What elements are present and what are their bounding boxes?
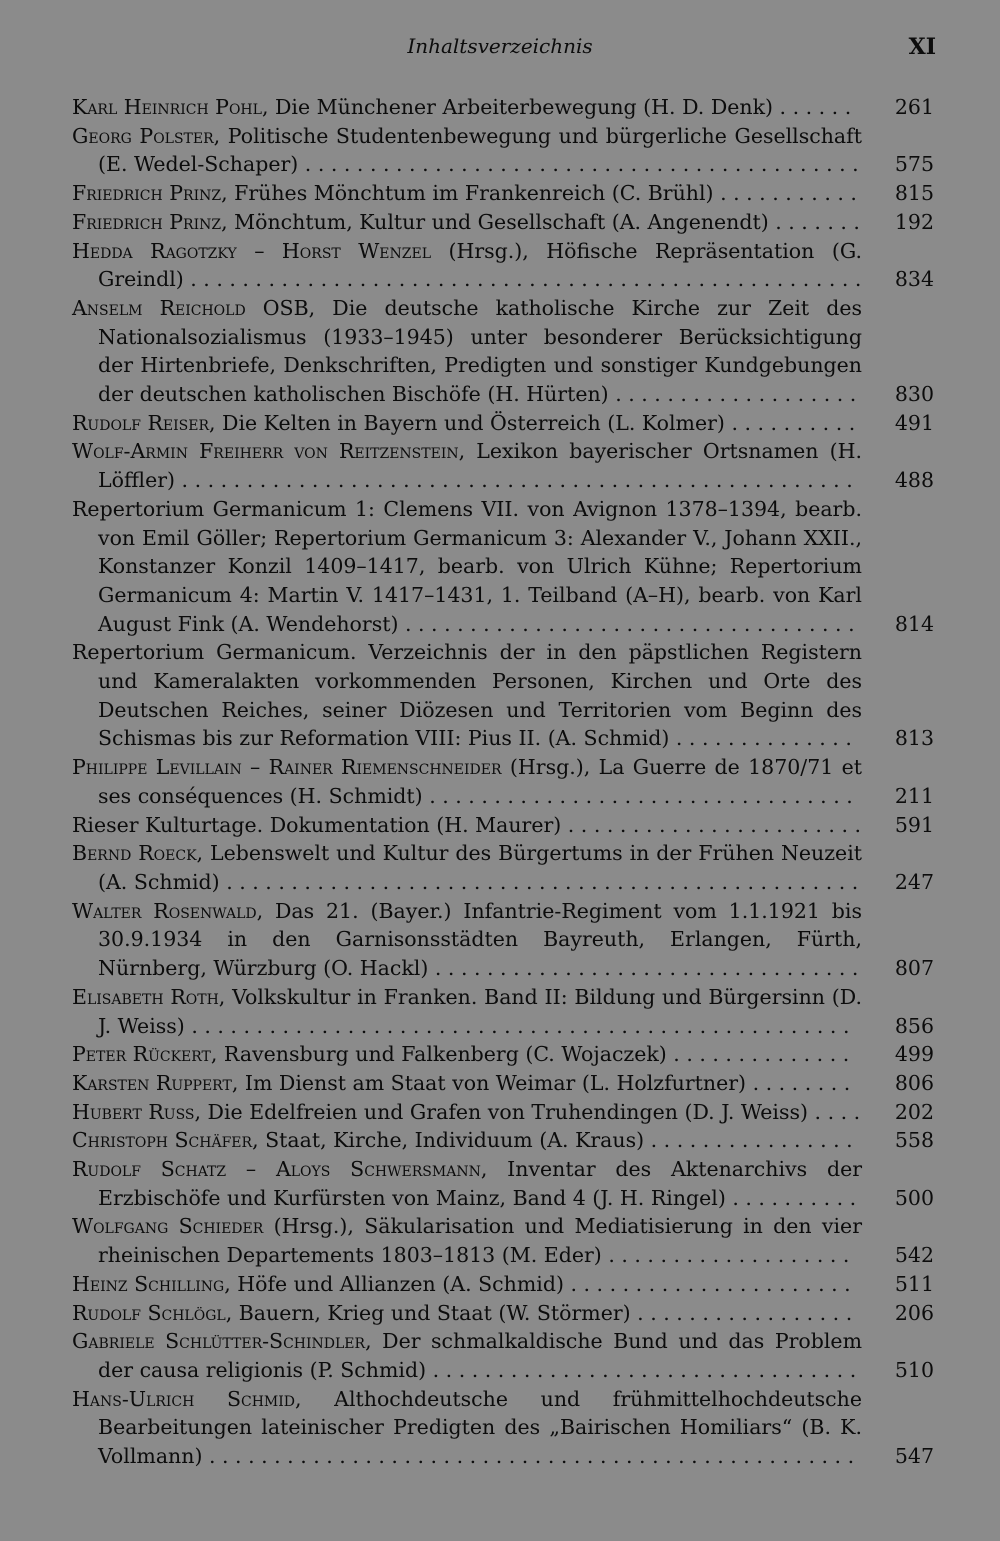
toc-entry xyxy=(72,1098,934,1127)
toc-entry-text xyxy=(72,1155,862,1212)
entry-page-number: 500 xyxy=(894,1185,934,1210)
toc-entry xyxy=(72,1069,934,1098)
running-title: Inhaltsverzeichnis xyxy=(407,34,593,58)
toc-entry-text xyxy=(72,237,862,294)
entry-title: (Hrsg.), Höfische Repräsentation (G. Greindl) xyxy=(98,238,862,292)
entry-title: , Inventar des Aktenarchivs der Erzbischöfe und Kurfürsten von Mainz, Band 4 (J. H. Ringel) xyxy=(98,1157,862,1210)
toc-entry xyxy=(72,495,934,639)
entry-author: Philippe Levillain – Rainer Riemenschneider xyxy=(72,755,502,780)
toc-entry xyxy=(72,1126,934,1155)
entry-author: Gabriele Schlütter-Schindler xyxy=(72,1329,366,1354)
entry-title: , Lebenswelt und Kultur des Bürgertums in der Frühen Neuzeit (A. Schmid) xyxy=(98,841,862,894)
entry-title: , Die deutsche katholische Kirche zur Zeit des Nationalsozialismus (1933–1945) unter besonderer Berücksichtigung der Hirtenbriefe, Denkschriften, Predigten und sonstiger Kundgebungen der deutschen katholischen Bischöfe (H. Hürten) xyxy=(98,295,862,407)
toc-entry xyxy=(72,1385,934,1471)
entry-title: Repertorium Germanicum. Verzeichnis der in den päpstlichen Registern und Kameralakten vorkommenden Personen, Kirchen und Orte des Deutschen Reiches, seiner Diözesen und Territorien vom Beginn des Schismas bis zur Reformation VIII: Pius II. (A. Schmid) xyxy=(72,640,862,751)
toc-entry-text xyxy=(72,753,862,810)
toc-entry xyxy=(72,208,934,237)
entry-author: Georg Polster xyxy=(72,123,214,148)
entry-author: Heinz Schilling xyxy=(72,1271,225,1296)
entry-title: (Hrsg.), Säkularisation und Mediatisierung in den vier rheinischen Departements 1803–1813 (M. Eder) xyxy=(98,1214,862,1268)
toc-entry xyxy=(72,897,934,983)
entry-page-number: 834 xyxy=(894,267,934,292)
toc-entry xyxy=(72,839,934,896)
entry-page-number: 807 xyxy=(894,956,934,981)
entry-title: , Die Kelten in Bayern und Österreich (L. Kolmer) xyxy=(209,410,725,435)
entry-author: Karl Heinrich Pohl xyxy=(72,95,262,119)
dot-leader: . . . . . . . . . . . . . . xyxy=(666,1042,850,1067)
toc-entry-text xyxy=(72,839,862,896)
entry-author: Karsten Ruppert xyxy=(72,1070,232,1095)
dot-leader: . . . . . . . . . . . . . . . . . . . . . . xyxy=(563,1271,851,1296)
entry-page-number: 806 xyxy=(894,1070,934,1095)
toc-entry-text xyxy=(72,638,862,753)
toc-entry-text xyxy=(72,811,862,840)
toc-entry xyxy=(72,1299,934,1328)
toc-entry xyxy=(72,122,934,179)
toc-entry xyxy=(72,93,934,122)
dot-leader: . . . . . . . . . . . xyxy=(713,181,857,206)
toc-entry-text xyxy=(72,208,862,237)
entry-author: Wolfgang Schieder xyxy=(72,1214,264,1239)
entry-page-number: 211 xyxy=(894,783,934,808)
toc-entry xyxy=(72,811,934,840)
entry-author: Elisabeth Roth xyxy=(72,984,219,1009)
toc-entry xyxy=(72,237,934,294)
dot-leader: . . . . . . . . . . . . . . . . . . . . . . . . . . . . . . . . . xyxy=(426,1357,857,1382)
entry-title: , Mönchtum, Kultur und Gesellschaft (A. Angenendt) xyxy=(221,209,769,234)
entry-title: , Bauern, Krieg und Staat (W. Störmer) xyxy=(225,1300,631,1325)
toc-entry-text xyxy=(72,93,862,122)
entry-page-number: 491 xyxy=(894,410,934,435)
dot-leader: . . . . xyxy=(808,1099,861,1124)
dot-leader: . . . . . . . . . . . . . . . . . . . . . . . . . . . . . . . . . xyxy=(422,783,853,808)
entry-title: (Hrsg.), La Guerre de 1870/71 et ses conséquences (H. Schmidt) xyxy=(98,755,862,808)
dot-leader: . . . . . . . . . . . . . . . . . . . . . . . . . . . . . . . . . . . . . . . . . . . . . . . . . . . . xyxy=(183,267,862,292)
toc-entry xyxy=(72,638,934,753)
entry-author: Christoph Schäfer xyxy=(72,1128,253,1153)
toc-entry-text xyxy=(72,437,862,494)
entry-title: Repertorium Germanicum 1: Clemens VII. von Avignon 1378–1394, bearb. von Emil Göller; Repertorium Germanicum 3: Alexander V., Johann XXII., Konstanzer Konzil 1409–1417, bearb. von Ulrich Kühne; Repertorium Germanicum 4: Martin V. 1417–1431, 1. Teilband (A–H), bearb. von Karl August Fink (A. Wendehorst) xyxy=(72,496,862,636)
toc-entry xyxy=(72,1040,934,1069)
dot-leader: . . . . . . . . . . . . . . . . . . . . . . . . . . . . . . . . . . . xyxy=(398,611,855,636)
table-of-contents xyxy=(72,93,934,1471)
entry-author: Rudolf Schatz – Aloys Schwersmann xyxy=(72,1157,481,1182)
toc-entry xyxy=(72,1212,934,1269)
entry-page-number: 192 xyxy=(894,209,934,234)
entry-title: , Ravensburg und Falkenberg (C. Wojaczek) xyxy=(210,1042,667,1067)
page-number: XI xyxy=(908,34,936,60)
entry-page-number: 815 xyxy=(894,181,934,206)
toc-entry-text xyxy=(72,1385,862,1471)
entry-page-number: 856 xyxy=(894,1013,934,1038)
dot-leader: . . . . . . . . . . xyxy=(725,1185,857,1210)
dot-leader: . . . . . . . xyxy=(768,209,860,234)
entry-title: , Die Edelfreien und Grafen von Truhendingen (D. J. Weiss) xyxy=(194,1099,809,1124)
entry-author: Hans-Ulrich Schmid xyxy=(72,1386,295,1411)
dot-leader: . . . . . . . . . . . . . . . . . . . . . . . . . . . . . . . . . . . . . . . . . . . xyxy=(298,152,859,177)
dot-leader: . . . . . . . . . . . . . . . . . . . xyxy=(601,1243,850,1268)
entry-title: , Die Münchener Arbeiterbewegung (H. D. Denk) xyxy=(261,95,774,119)
entry-author: Friedrich Prinz xyxy=(72,181,222,206)
entry-title: , Der schmalkaldische Bund und das Problem der causa religionis (P. Schmid) xyxy=(98,1329,863,1382)
entry-author: Anselm Reichold OSB xyxy=(72,295,309,320)
entry-page-number: 488 xyxy=(894,468,934,493)
toc-entry xyxy=(72,437,934,494)
entry-author: Hedda Ragotzky – Horst Wenzel xyxy=(72,238,431,263)
dot-leader: . . . . . . . . . . . . . . . . . . . . . . . . . . . . . . . . . . . . . . . . . . . . . . . . . . . . xyxy=(175,468,853,493)
toc-entry xyxy=(72,1327,934,1384)
dot-leader: . . . . . . . . . . . . . . . . . . . . . . . xyxy=(561,812,862,837)
entry-author: Hubert Russ xyxy=(72,1099,195,1124)
entry-title: , Staat, Kirche, Individuum (A. Kraus) xyxy=(252,1128,645,1153)
entry-page-number: 575 xyxy=(894,152,934,177)
entry-page-number: 511 xyxy=(894,1271,934,1296)
dot-leader: . . . . . . . . . . . . . . . . . . . xyxy=(608,382,857,407)
entry-title: , Lexikon bayerischer Ortsnamen (H. Löffler) xyxy=(98,439,863,493)
entry-author: Friedrich Prinz xyxy=(72,209,222,234)
toc-entry-text xyxy=(72,1270,862,1299)
toc-entry-text xyxy=(72,1098,862,1127)
entry-page-number: 591 xyxy=(894,812,934,837)
toc-entry-text xyxy=(72,495,862,639)
entry-page-number: 202 xyxy=(894,1099,934,1124)
toc-entry-text xyxy=(72,983,862,1040)
entry-author: Wolf-Armin Freiherr von Reitzenstein xyxy=(72,439,459,464)
dot-leader: . . . . . . . . . . . . . . . . . . . . . . . . . . . . . . . . . . . . . . . . . . . . . . . . . . xyxy=(202,1444,855,1469)
entry-title: , Das 21. (Bayer.) Infantrie-Regiment vom 1.1.1921 bis 30.9.1934 in den Garnisonsstädten Bayreuth, Erlangen, Fürth, Nürnberg, Würzburg (O. Hackl) xyxy=(98,898,863,981)
toc-entry xyxy=(72,1270,934,1299)
toc-entry xyxy=(72,294,934,409)
dot-leader: . . . . . . . . xyxy=(746,1070,851,1095)
entry-page-number: 558 xyxy=(894,1128,934,1153)
entry-author: Peter Rückert xyxy=(72,1042,211,1067)
entry-page-number: 261 xyxy=(894,95,934,119)
toc-entry-text xyxy=(72,294,862,409)
entry-title: Rieser Kulturtage. Dokumentation (H. Maurer) xyxy=(72,812,562,837)
dot-leader: . . . . . . . . . . . . . . xyxy=(669,726,852,751)
entry-page-number: 510 xyxy=(894,1357,934,1382)
toc-entry-text xyxy=(72,1126,862,1155)
entry-title: , Althochdeutsche und frühmittelhochdeutsche Bearbeitungen lateinischer Predigten des „Bairischen Homiliars“ (B. K. Vollmann) xyxy=(98,1386,862,1469)
toc-entry-text xyxy=(72,1212,862,1269)
dot-leader: . . . . . . . . . . . . . . . . . . . . . . . . . . . . . . . . . xyxy=(428,956,859,981)
entry-page-number: 499 xyxy=(894,1042,934,1067)
toc-entry-text xyxy=(72,1040,862,1069)
entry-page-number: 542 xyxy=(894,1243,934,1268)
entry-page-number: 547 xyxy=(894,1444,934,1469)
toc-entry xyxy=(72,983,934,1040)
entry-page-number: 830 xyxy=(894,382,934,407)
toc-entry-text xyxy=(72,1069,862,1098)
dot-leader: . . . . . . . . . . . . . . . . . xyxy=(630,1300,853,1325)
toc-entry xyxy=(72,409,934,438)
toc-entry-text xyxy=(72,897,862,983)
entry-title: , Höfe und Allianzen (A. Schmid) xyxy=(224,1271,564,1296)
toc-entry-text xyxy=(72,179,862,208)
entry-page-number: 813 xyxy=(894,726,934,751)
toc-entry xyxy=(72,1155,934,1212)
entry-author: Walter Rosenwald xyxy=(72,898,257,923)
dot-leader: . . . . . . . . . . xyxy=(724,410,856,435)
toc-entry-text xyxy=(72,1327,862,1384)
dot-leader: . . . . . . . . . . . . . . . . xyxy=(644,1128,853,1153)
entry-title: , Volkskultur in Franken. Band II: Bildung und Bürgersinn (D. J. Weiss) xyxy=(98,984,862,1038)
entry-page-number: 814 xyxy=(894,611,934,636)
entry-title: , Politische Studentenbewegung und bürgerliche Gesellschaft (E. Wedel-Schaper) xyxy=(98,123,862,177)
entry-page-number: 206 xyxy=(894,1300,934,1325)
entry-author: Bernd Roeck xyxy=(72,841,197,866)
toc-entry-text xyxy=(72,1299,862,1328)
entry-author: Rudolf Reiser xyxy=(72,410,209,435)
toc-entry xyxy=(72,179,934,208)
entry-title: , Im Dienst am Staat von Weimar (L. Holzfurtner) xyxy=(231,1070,747,1095)
dot-leader: . . . . . . xyxy=(773,95,852,119)
entry-author: Rudolf Schlögl xyxy=(72,1300,226,1325)
entry-title: , Frühes Mönchtum im Frankenreich (C. Brühl) xyxy=(221,181,714,206)
dot-leader: . . . . . . . . . . . . . . . . . . . . . . . . . . . . . . . . . . . . . . . . . . . . . . . . . . . xyxy=(184,1013,850,1038)
toc-entry xyxy=(72,753,934,810)
toc-entry-text xyxy=(72,409,862,438)
entry-page-number: 247 xyxy=(894,869,934,894)
toc-entry-text xyxy=(72,122,862,179)
dot-leader: . . . . . . . . . . . . . . . . . . . . . . . . . . . . . . . . . . . . . . . . . . . . . . . . . xyxy=(219,869,859,894)
